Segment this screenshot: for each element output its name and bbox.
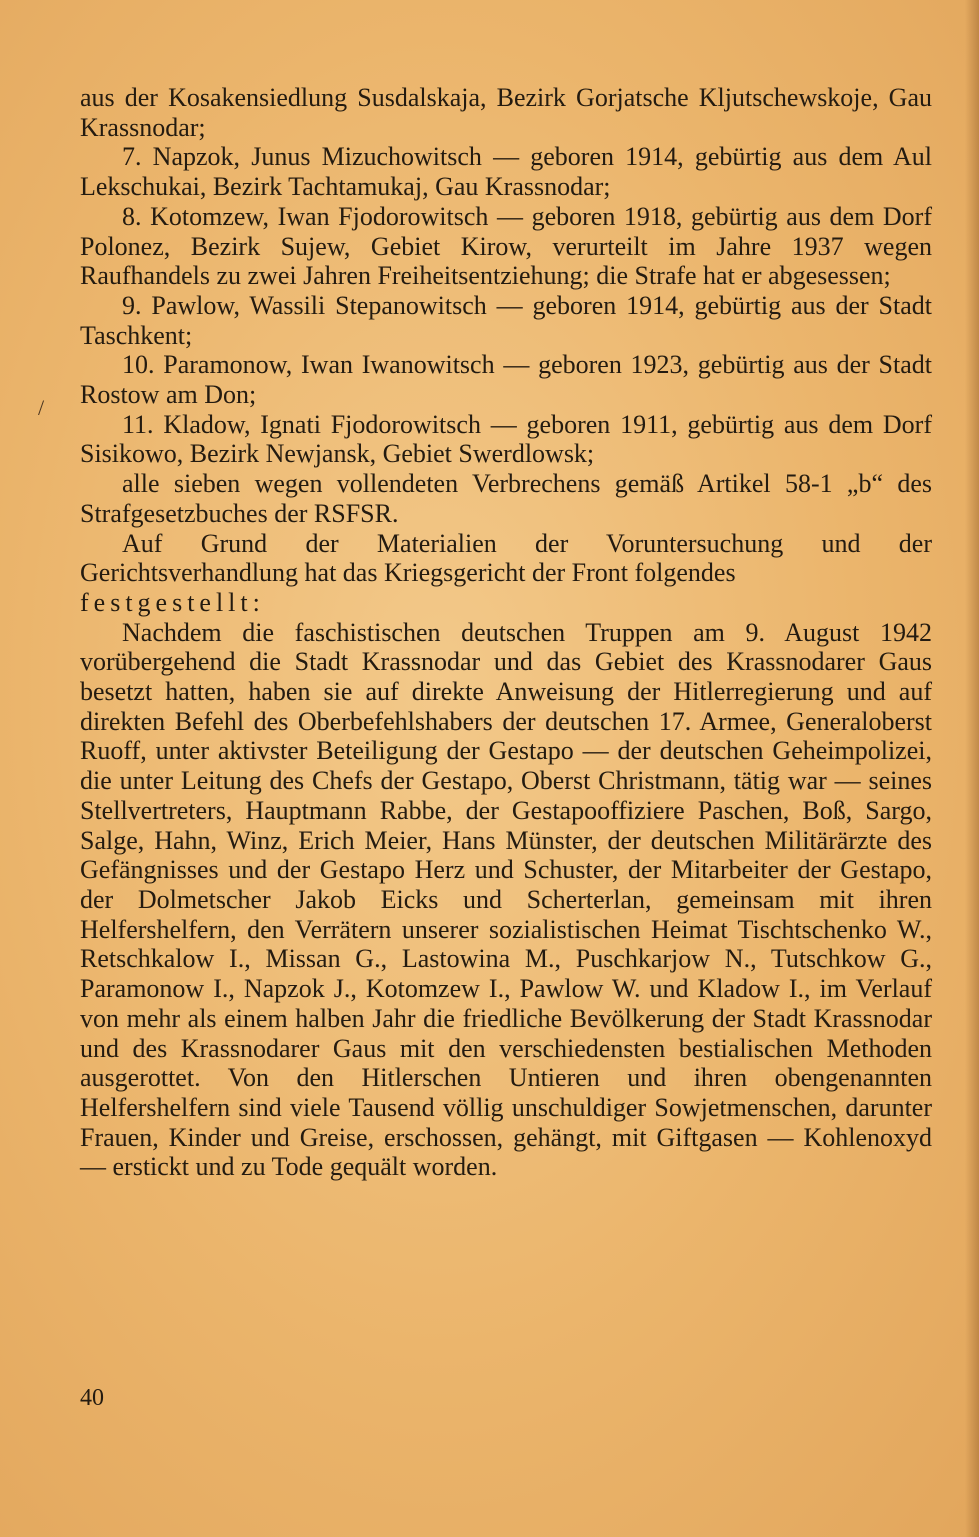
paragraph-defendant-10: 10. Paramonow, Iwan Iwanowitsch — geboren 1923, gebürtig aus der Stadt Rostow am Don; (80, 350, 932, 410)
paragraph-defendant-11: 11. Kladow, Ignati Fjodorowitsch — geboren 1911, gebürtig aus dem Dorf Sisikowo, Bezirk Newjansk, Gebiet Swerdlowsk; (80, 409, 932, 469)
paragraph-defendant-8: 8. Kotomzew, Iwan Fjodorowitsch — geboren 1918, gebürtig aus dem Dorf Polonez, Bezirk Sujew, Gebiet Kirow, verurteilt im Jahre 1937 wegen Raufhandels zu zwei Jahren Freiheitsentziehung; die Strafe hat er abgesessen; (80, 201, 932, 291)
page-edge-shadow (965, 0, 979, 1537)
paragraph-charge: alle sieben wegen vollendeten Verbrechens gemäß Artikel 58-1 „b“ des Strafgesetzbuches der RSFSR. (80, 469, 932, 528)
page-body (80, 83, 932, 1182)
paragraph-court-finding-intro: Auf Grund der Materialien der Voruntersuchung und der Gerichtsverhandlung hat das Kriegsgericht der Front folgendes (80, 528, 932, 588)
paragraph-defendant-9: 9. Pawlow, Wassili Stepanowitsch — geboren 1914, gebürtig aus der Stadt Taschkent; (80, 290, 932, 350)
paragraph-continuation: aus der Kosakensiedlung Susdalskaja, Bezirk Gorjatsche Kljutschewskoje, Gau Krassnodar; (80, 83, 932, 142)
paragraph-main-findings: Nachdem die faschistischen deutschen Truppen am 9. August 1942 vorübergehend die Stadt Krassnodar und das Gebiet des Krassnodarer Gaus besetzt hatten, haben sie auf direkte Anweisung der Hitlerregierung und auf direkten Befehl des Oberbefehlshabers der deutschen 17. Armee, Generaloberst Ruoff, unter aktivster Beteiligung der Gestapo — der deutschen Geheimpolizei, die unter Leitung des Chefs der Gestapo, Oberst Christmann, tätig war — seines Stellvertreters, Hauptmann Rabbe, der Gestapooffiziere Paschen, Boß, Sargo, Salge, Hahn, Winz, Erich Meier, Hans Münster, der deutschen Militärärzte des Gefängnisses und der Gestapo Herz und Schuster, der Mitarbeiter der Gestapo, der Dolmetscher Jakob Eicks und Scherterlan, gemeinsam mit ihren Helfershelfern, den Verrätern unserer sozialistischen Heimat Tischtschenko W., Retschkalow I., Missan G., Lastowina M., Puschkarjow N., Tutschkow G., Paramonow I., Napzok J., Kotomzew I., Pawlow W. und Kladow I., im Verlauf von mehr als einem halben Jahr die friedliche Bevölkerung der Stadt Krassnodar und des Krassnodarer Gaus mit den verschiedensten bestialischen Methoden ausgerottet. Von den Hitlerschen Untieren und ihren obengenannten Helfershelfern sind viele Tausend völlig unschuldiger Sowjetmenschen, darunter Frauen, Kinder und Greise, erschossen, gehängt, mit Giftgasen — Kohlenoxyd — erstickt und zu Tode gequält worden. (80, 617, 932, 1182)
paragraph-defendant-7: 7. Napzok, Junus Mizuchowitsch — geboren 1914, gebürtig aus dem Aul Lekschukai, Bezirk Tachtamukaj, Gau Krassnodar; (80, 142, 932, 202)
page-number: 40 (80, 1385, 104, 1411)
spaced-heading: festgestellt: (80, 587, 265, 617)
margin-mark: / (38, 395, 45, 420)
